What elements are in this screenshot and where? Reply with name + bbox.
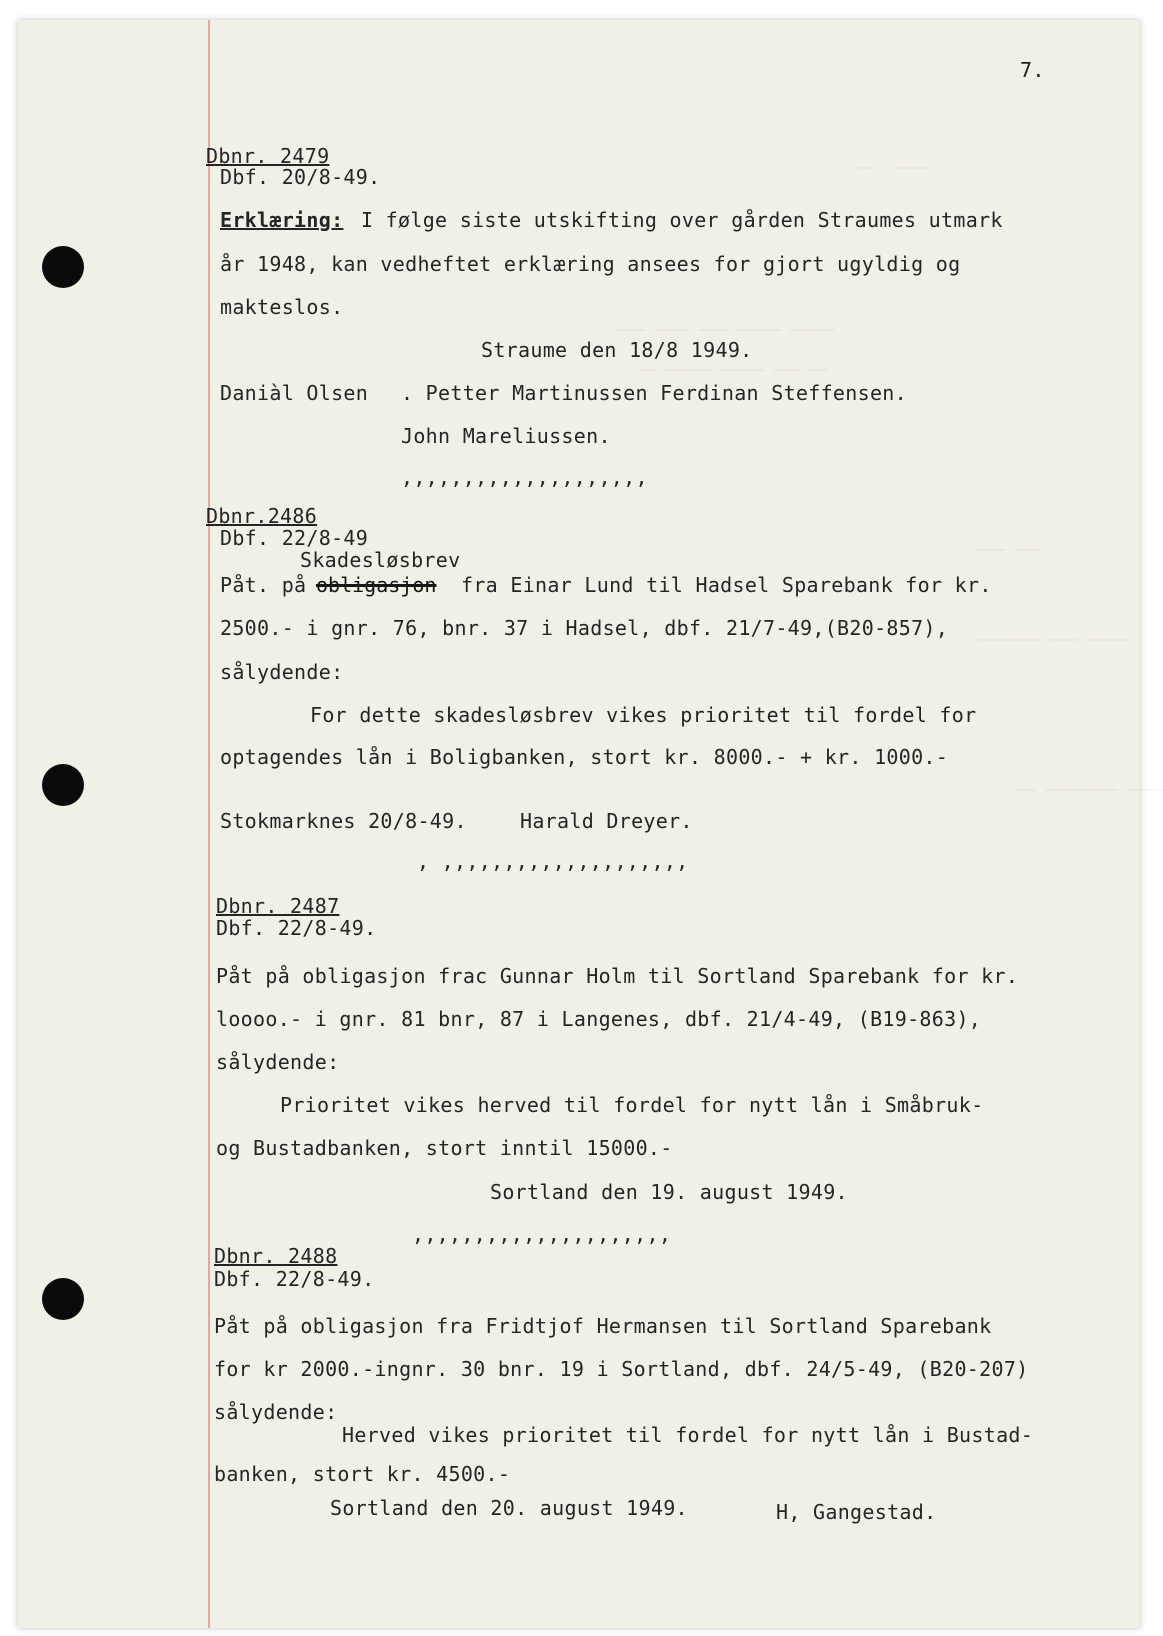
entry-line: og Bustadbanken, stort inntil 15000.-: [216, 1136, 673, 1160]
entry-line: sålydende:: [220, 660, 344, 684]
entry-line: for kr 2000.-ingnr. 30 bnr. 19 i Sortland, dbf. 24/5-49, (B20-207): [214, 1357, 1029, 1381]
entry-dbnr: Dbnr. 2487: [216, 894, 340, 918]
entry-dbf: Dbf. 22/8-49.: [216, 916, 377, 940]
bleed-through-text: ——— ———: [978, 540, 1042, 558]
entry-line: loooo.- i gnr. 81 bnr, 87 i Langenes, dbf. 21/4-49, (B19-863),: [216, 1007, 982, 1031]
entry-line: makteslos.: [220, 295, 344, 319]
entry-line: 2500.- i gnr. 76, bnr. 37 i Hadsel, dbf. 21/7-49,(B20-857),: [220, 616, 949, 640]
bleed-through-text: ——— ———— ——— ————— —————: [618, 320, 835, 338]
entry-line: fra Einar Lund til Hadsel Sparebank for kr.: [461, 573, 992, 597]
margin-rule: [208, 20, 210, 1628]
punch-hole: [42, 764, 84, 806]
place-date: Stokmarknes 20/8-49.: [220, 809, 467, 833]
entry-line: Påt på obligasjon fra Fridtjof Hermansen til Sortland Sparebank: [214, 1314, 992, 1338]
entry-line: år 1948, kan vedheftet erklæring ansees for gjort ugyldig og: [220, 252, 961, 276]
entry-line: banken, stort kr. 4500.-: [214, 1462, 511, 1486]
bleed-through-text: —— ————: [858, 158, 931, 176]
place-date: Sortland den 20. august 1949.: [330, 1496, 688, 1520]
entry-dbf: Dbf. 20/8-49.: [220, 165, 381, 189]
signature: Daniàl Olsen: [220, 381, 369, 405]
entry-dbf: Dbf. 22/8-49.: [214, 1267, 375, 1291]
bleed-through-text: —— ————— ————— ——— ——: [638, 360, 828, 378]
entry-line: I følge siste utskifting over gården Straumes utmark: [361, 208, 1003, 232]
entry-dbf: Dbf. 22/8-49: [220, 526, 369, 550]
signature: H, Gangestad.: [776, 1500, 937, 1524]
entry-dbnr: Dbnr. 2479: [206, 144, 330, 168]
struck-word: obligasjon: [316, 573, 437, 597]
bleed-through-text: —— ———————— ————: [1018, 780, 1163, 798]
entry-line: optagendes lån i Boligbanken, stort kr. 8000.- + kr. 1000.-: [220, 745, 949, 769]
punch-hole: [42, 246, 84, 288]
entry-line: Herved vikes prioritet til fordel for nytt lån i Bustad-: [342, 1423, 1034, 1447]
place-date: Sortland den 19. august 1949.: [490, 1180, 848, 1204]
signature: John Mareliussen.: [401, 424, 611, 448]
entry-heading: Skadesløsbrev: [300, 548, 461, 572]
entry-dbnr: Dbnr.2486: [206, 504, 318, 528]
bleed-through-text: ——————— ——— —————: [978, 630, 1132, 648]
entry-line: sålydende:: [216, 1050, 340, 1074]
entry-line: sålydende:: [214, 1400, 338, 1424]
page-number: 7.: [1020, 58, 1045, 82]
punch-hole: [42, 1278, 84, 1320]
separator: , ,,,,,,,,,,,,,,,,,,,,: [417, 849, 689, 873]
struck-text: [316, 573, 436, 597]
place-date: Straume den 18/8 1949.: [481, 338, 753, 362]
entry-line: Påt. på: [220, 573, 307, 597]
signature: Harald Dreyer.: [520, 809, 693, 833]
entry-line: Prioritet vikes herved til fordel for nytt lån i Småbruk-: [280, 1093, 984, 1117]
separator: ,,,,,,,,,,,,,,,,,,,,: [401, 465, 648, 489]
entry-dbnr: Dbnr. 2488: [214, 1244, 338, 1268]
document-page: [18, 20, 1163, 1628]
signature: . Petter Martinussen Ferdinan Steffensen.: [401, 381, 907, 405]
entry-line: Påt på obligasjon frac Gunnar Holm til Sortland Sparebank for kr.: [216, 964, 1019, 988]
separator: ,,,,,,,,,,,,,,,,,,,,,: [412, 1222, 672, 1246]
entry-heading: Erklæring:: [220, 208, 344, 232]
entry-line: For dette skadesløsbrev vikes prioritet til fordel for: [310, 703, 977, 727]
